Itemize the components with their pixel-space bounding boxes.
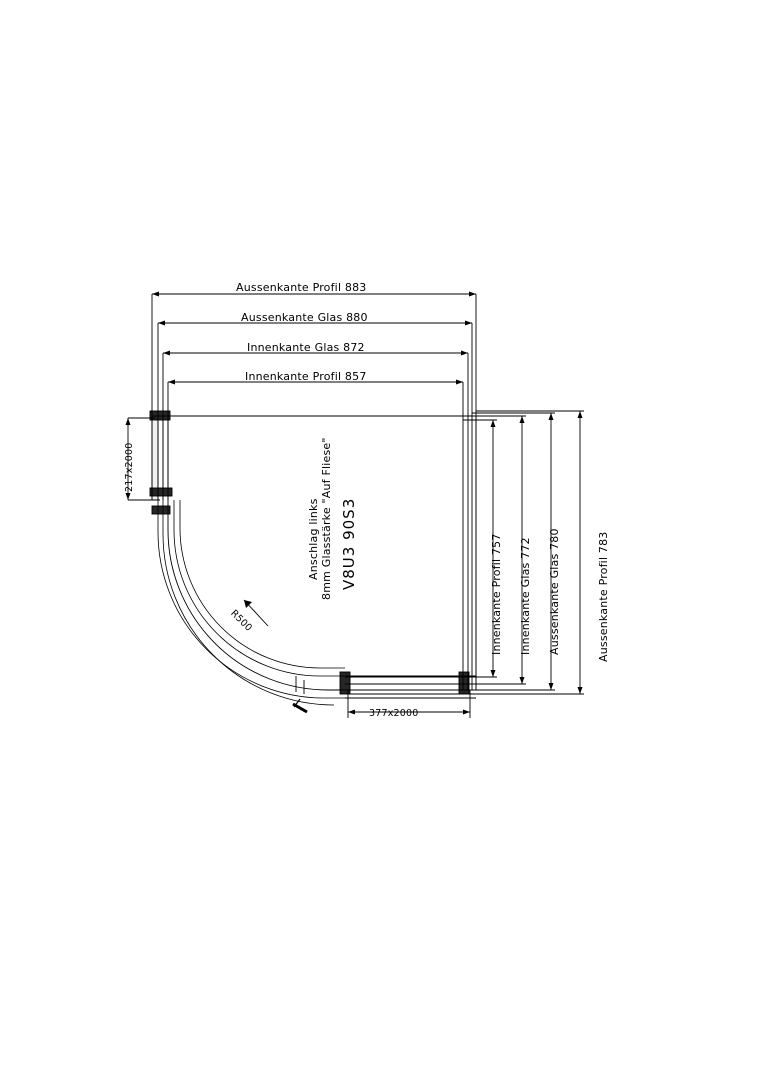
roller-carriages	[296, 676, 304, 694]
wall-profile-top-left	[150, 411, 170, 420]
dim-label-aussenkante-glas-top: Aussenkante Glas 880	[241, 311, 368, 324]
fixed-panel-bottom	[345, 676, 476, 698]
wall-profile-bottom-right	[340, 672, 469, 694]
dim-label-bottom-panel: 377x2000	[369, 708, 419, 719]
dim-label-aussenkante-profil-right: Aussenkante Profil 783	[597, 531, 610, 662]
spec-glass-thickness: 8mm Glasstärke "Auf Fliese"	[320, 437, 333, 600]
dim-label-innenkante-profil-top: Innenkante Profil 857	[245, 370, 367, 383]
wall-profile-left-lower	[150, 488, 172, 514]
spec-hinge-side: Anschlag links	[307, 498, 320, 580]
dim-line-innenkante-profil-right	[345, 420, 497, 677]
model-title: V8U3 90S3	[340, 497, 358, 590]
dim-label-innenkante-glas-right: Innenkante Glas 772	[519, 537, 532, 655]
dim-label-radius: R500	[228, 608, 255, 634]
dim-label-innenkante-profil-right: Innenkante Profil 757	[490, 533, 503, 655]
dim-label-aussenkante-profil-top: Aussenkante Profil 883	[236, 281, 367, 294]
fixed-panel-left	[152, 416, 168, 500]
dim-label-innenkante-glas-top: Innenkante Glas 872	[247, 341, 365, 354]
dim-label-aussenkante-glas-right: Aussenkante Glas 780	[548, 528, 561, 655]
dim-label-left-panel: 217x2000	[124, 442, 135, 492]
